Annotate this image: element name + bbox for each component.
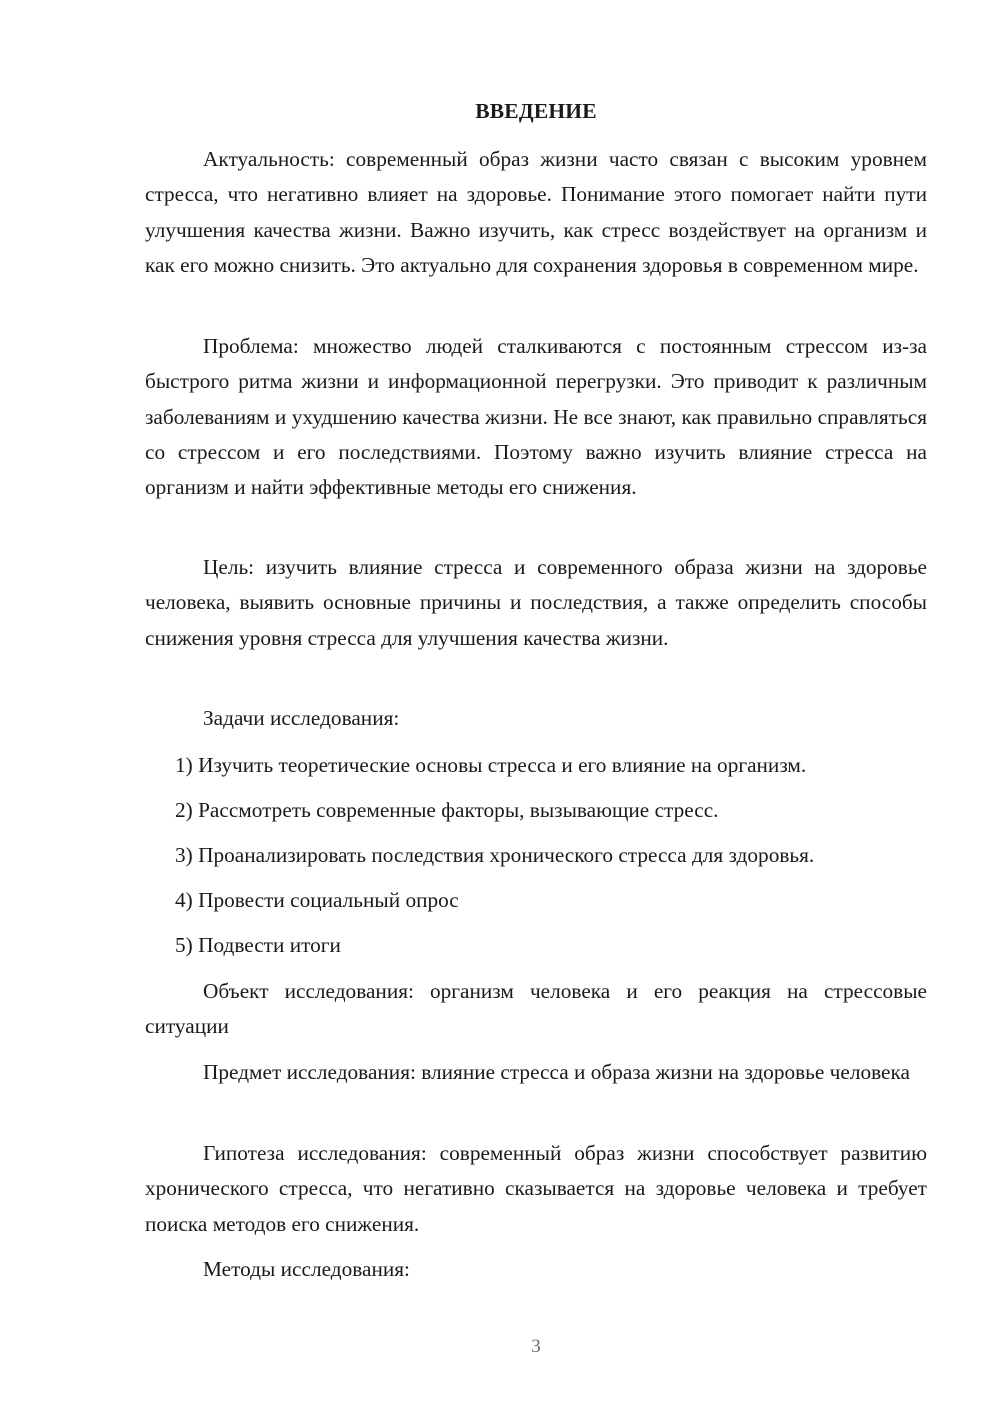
paragraph-problem: Проблема: множество людей сталкиваются с постоянным стрессом из-за быстрого ритма жизни и информационной перегрузки. Это приводит к различным заболеваниям и ухудшению качества жизни. Не все знают, как правильно справляться со стрессом и его последствиями. Поэтому важно изучить влияние стресса на организм и найти эффективные методы его снижения. xyxy=(145,334,927,500)
tasks-title: Задачи исследования: xyxy=(203,706,400,730)
methods-title: Методы исследования: xyxy=(203,1257,410,1281)
task-item-3: 3) Проанализировать последствия хронического стресса для здоровья. xyxy=(175,843,815,867)
page-number: 3 xyxy=(531,1336,541,1357)
task-item-5: 5) Подвести итоги xyxy=(175,933,341,957)
paragraph-relevance: Актуальность: современный образ жизни часто связан с высоким уровнем стресса, что негативно влияет на здоровье. Понимание этого помогает найти пути улучшения качества жизни. Важно изучить, как стресс воздействует на организм и как его можно снизить. Это актуально для сохранения здоровья в современном мире. xyxy=(145,147,927,277)
page-heading: ВВЕДЕНИЕ xyxy=(475,99,597,123)
paragraph-goal: Цель: изучить влияние стресса и современного образа жизни на здоровье человека, выявить основные причины и последствия, а также определить способы снижения уровня стресса для улучшения качества жизни. xyxy=(145,555,927,650)
paragraph-subject: Предмет исследования: влияние стресса и образа жизни на здоровье человека xyxy=(203,1060,910,1084)
task-item-1: 1) Изучить теоретические основы стресса и его влияние на организм. xyxy=(175,753,807,777)
task-item-2: 2) Рассмотреть современные факторы, вызывающие стресс. xyxy=(175,798,719,822)
paragraph-object: Объект исследования: организм человека и его реакция на стрессовые ситуации xyxy=(145,979,927,1039)
task-item-4: 4) Провести социальный опрос xyxy=(175,888,459,912)
paragraph-hypothesis: Гипотеза исследования: современный образ жизни способствует развитию хронического стресса, что негативно сказывается на здоровье человека и требует поиска методов его снижения. xyxy=(145,1141,927,1236)
